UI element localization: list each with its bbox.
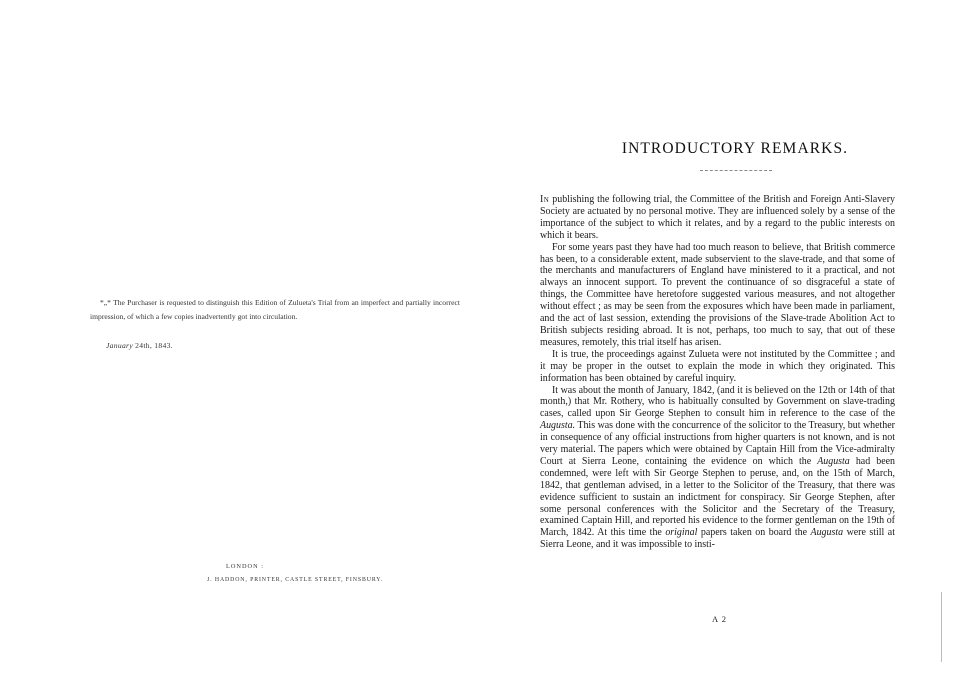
- right-page: [490, 0, 980, 688]
- paragraph-4-part-a: It was about the month of January, 1842, (and it is believed on the 12th or 14th of that month,) that Mr. Rothery, who is habitually consulted by Government on slave-trading cases, called upon Sir George Stephen to consult him in reference to the case of the: [540, 384, 895, 420]
- paragraph-4-part-b: This was done with the concurrence of the solicitor to the Treasury, but whether in consequence of any official instructions from higher quarters is not known, and is not very material. The papers which were obtained by Captain Hill from the Vice-admiralty Court at Sierra Leone, containing the evidence on which the: [540, 420, 895, 467]
- emphasis-augusta-1: Augusta.: [540, 420, 576, 432]
- purchaser-notice: [90, 296, 460, 323]
- emphasis-augusta-3: Augusta: [810, 527, 844, 539]
- notice-marker: *„*: [100, 298, 111, 307]
- notice-date-rest: 24th, 1843.: [132, 341, 173, 350]
- drop-cap: In: [540, 194, 550, 205]
- paragraph-4-part-e: were still at Sierra Leone, and it was impossible to insti-: [540, 527, 895, 551]
- page-edge-line: [941, 592, 942, 662]
- emphasis-augusta-2: Augusta: [817, 455, 850, 467]
- imprint-city: LONDON :: [226, 563, 264, 570]
- body-text: [540, 194, 895, 551]
- page-title: INTRODUCTORY REMARKS.: [621, 140, 849, 157]
- paragraph-4-part-c: had been condemned, were left with Sir George Stephen to peruse, and, on the 15th of March, 1842, that gentleman advised, in a letter to the Solicitor of the Treasury, that there was evidence sufficient to sustain an indictment for conspiracy. Sir George Stephen, after some personal conferences with the Solicitor and the Secretary of the Treasury, examined Captain Hill, and reported his evidence to the former gentleman on the 19th of March, 1842. At this time the: [540, 455, 895, 539]
- paragraph-2: For some years past they have had too much reason to believe, that British commerce has been, to a considerable extent, made subservient to the slave-trade, and that some of the merchants and manufacturers of England have ministered to it a practical, and not always an innocent support. To prevent the continuance of so disgraceful a state of things, the Committee have heretofore suggested various measures, and not altogether without effect ; as may be seen from the exposures which have been made in parliament, and the act of last session, extending the provisions of the Slave-trade Abolition Act to British subjects residing abroad. It is not, perhaps, too much to say, that out of these measures, remotely, this trial itself has arisen.: [540, 241, 895, 348]
- paragraph-1-text: publishing the following trial, the Committee of the British and Foreign Anti-Slavery Society are actuated by no personal motive. They are influenced solely by a sense of the importance of the subject to which it relates, and by a regard to the public interests on which it bears.: [540, 194, 895, 241]
- signature-mark: A 2: [712, 614, 728, 624]
- paragraph-4-part-d: papers taken on board the: [697, 527, 811, 539]
- notice-paragraph: [90, 296, 460, 323]
- paragraph-1: [540, 194, 895, 242]
- emphasis-original: original: [665, 527, 698, 539]
- paragraph-4: [540, 385, 895, 552]
- imprint-printer: J. HADDON, PRINTER, CASTLE STREET, FINSBURY.: [207, 577, 383, 583]
- notice-date-month: January: [106, 341, 133, 350]
- notice-date: [106, 341, 173, 350]
- notice-text: The Purchaser is requested to distinguish this Edition of Zulueta's Trial from an imperfect and partially incorrect impression, of which a few copies inadvertently got into circulation.: [90, 298, 460, 321]
- title-divider: [700, 170, 772, 173]
- paragraph-3: It is true, the proceedings against Zulueta were not instituted by the Committee ; and it may be proper in the outset to explain the mode in which they originated. This information has been obtained by careful inquiry.: [540, 348, 895, 384]
